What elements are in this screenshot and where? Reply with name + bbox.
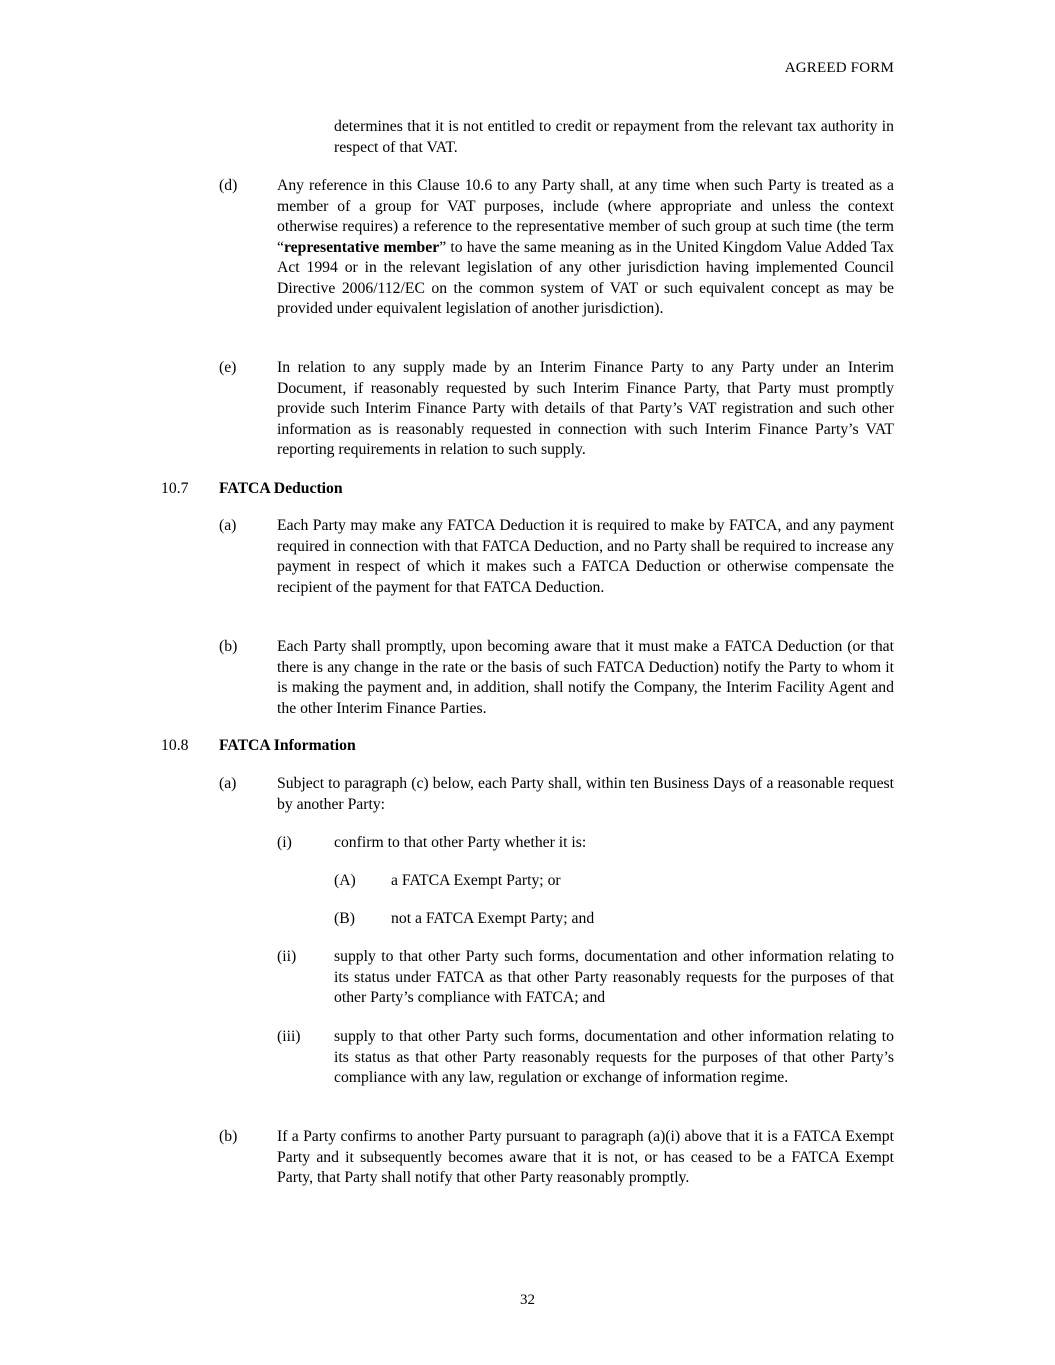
document-header-label: AGREED FORM	[784, 60, 894, 76]
clause-10-7-a-text: Each Party may make any FATCA Deduction it is required to make by FATCA, and any payment required in connection with that FATCA Deduction, and no Party shall be required to increase any payment in respect of which it makes such a FATCA Deduction or otherwise compensate the recipient of the payment for that FATCA Deduction.	[277, 517, 894, 596]
clause-10-6-d-text-after: ” to have the same meaning as in the United Kingdom Value Added Tax Act 1994 or in the relevant legislation of any other jurisdiction having implemented Council Directive 2006/112/EC on the common system of VAT or such equivalent concept as may be provided under equivalent legislation of another jurisdiction).	[277, 238, 894, 317]
clause-10-7-title: FATCA Deduction	[219, 480, 343, 497]
continuation-paragraph: determines that it is not entitled to credit or repayment from the relevant tax authority in respect of that VAT.	[334, 118, 894, 156]
clause-10-8-a-i-B-label: (B)	[334, 910, 355, 927]
clause-10-8-a-i-A-label: (A)	[334, 872, 356, 889]
clause-10-8-a-text: Subject to paragraph (c) below, each Party shall, within ten Business Days of a reasonable request by another Party:	[277, 775, 894, 813]
clause-10-7-a-label: (a)	[219, 517, 237, 534]
clause-10-6-d-text	[277, 176, 894, 320]
clause-10-8-a-ii-text: supply to that other Party such forms, documentation and other information relating to its status under FATCA as that other Party reasonably requests for the purposes of that other Party’s compliance with FATCA; and	[334, 948, 894, 1006]
clause-10-6-e-text: In relation to any supply made by an Interim Finance Party to any Party under an Interim Document, if reasonably requested by such Interim Finance Party, that Party must promptly provide such Interim Finance Party with details of that Party’s VAT registration and such other information as is reasonably requested in connection with such Interim Finance Party’s VAT reporting requirements in relation to such supply.	[277, 359, 894, 458]
clause-10-8-title: FATCA Information	[219, 737, 356, 754]
clause-10-8-a-i-label: (i)	[277, 834, 292, 851]
clause-10-8-a-i-A-text: a FATCA Exempt Party; or	[391, 872, 561, 889]
clause-10-8-b-label: (b)	[219, 1128, 238, 1145]
clause-10-8-a-label: (a)	[219, 775, 237, 792]
clause-10-8-a-i-B-text: not a FATCA Exempt Party; and	[391, 910, 595, 927]
page-number: 32	[520, 1292, 535, 1308]
clause-10-8-a-iii-text: supply to that other Party such forms, documentation and other information relating to its status as that other Party reasonably requests for the purposes of that other Party’s compliance with any law, regulation or exchange of information regime.	[334, 1028, 894, 1086]
clause-10-7-number: 10.7	[161, 480, 189, 497]
clause-10-8-a-i-text: confirm to that other Party whether it is:	[334, 834, 587, 851]
clause-10-8-b-text: If a Party confirms to another Party pursuant to paragraph (a)(i) above that it is a FATCA Exempt Party and it subsequently becomes aware that it is not, or has ceased to be a FATCA Exempt Party, that Party shall notify that other Party reasonably promptly.	[277, 1128, 894, 1186]
clause-10-6-d-text-before: Any reference in this Clause 10.6 to any Party shall, at any time when such Party is treated as a member of a group for VAT purposes, include (where appropriate and unless the context otherwise requires) a reference to the representative member of such group at such time (the term “	[277, 177, 894, 256]
clause-10-7-b-text: Each Party shall promptly, upon becoming aware that it must make a FATCA Deduction (or that there is any change in the rate or the basis of such FATCA Deduction) notify the Party to whom it is making the payment and, in addition, shall notify the Company, the Interim Facility Agent and the other Interim Finance Parties.	[277, 638, 894, 717]
defined-term-representative-member: representative member	[283, 238, 440, 256]
clause-10-6-d-label: (d)	[219, 177, 238, 194]
clause-10-8-number: 10.8	[161, 737, 189, 754]
clause-10-6-e-label: (e)	[219, 359, 237, 376]
clause-10-7-b-label: (b)	[219, 638, 238, 655]
clause-10-8-a-ii-label: (ii)	[277, 948, 297, 965]
clause-10-8-a-iii-label: (iii)	[277, 1028, 301, 1045]
